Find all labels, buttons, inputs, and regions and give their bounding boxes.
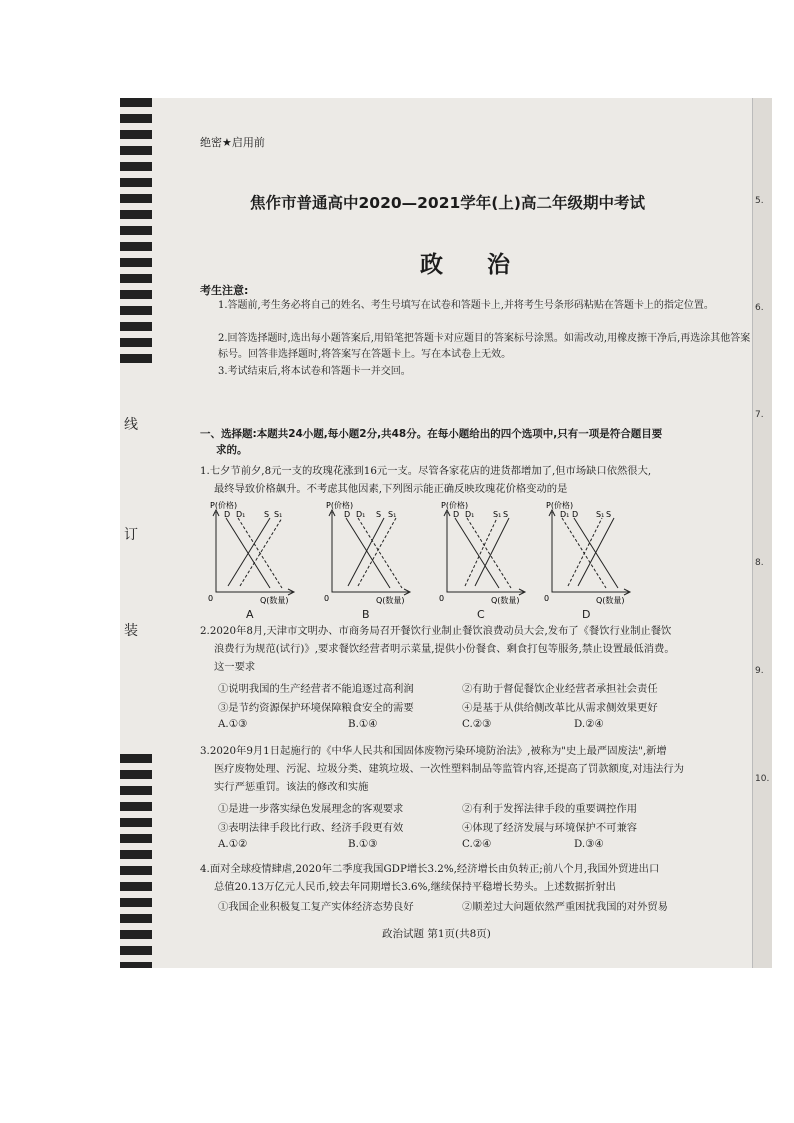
- question-3-line: 实行严惩重罚。该法的修改和实施: [214, 781, 369, 793]
- adjacent-question-number: 7.: [755, 410, 764, 420]
- curve-label: D₁: [560, 510, 570, 519]
- y-axis-label: P(价格): [441, 501, 469, 510]
- chart-svg: [439, 501, 535, 606]
- answer-option-b: B.①④: [348, 718, 378, 730]
- answer-option-a: A.①③: [218, 718, 248, 730]
- question-1-line: 1.七夕节前夕,8元一支的玫瑰花涨到16元一支。尽管各家花店的进货都增加了,但市场缺口依然很大,: [200, 465, 652, 477]
- adjacent-question-number: 10.: [755, 774, 770, 784]
- axis-lines: [552, 512, 630, 592]
- notice-item: 1.答题前,考生务必将自己的姓名、考生号填写在试卷和答题卡上,并将考生号条形码粘贴在答题卡上的指定位置。: [218, 300, 714, 311]
- binding-label-order: 订: [124, 527, 138, 543]
- x-axis-label: Q(数量): [596, 596, 625, 605]
- answer-option-b: B.①③: [348, 838, 378, 850]
- chart-option-label: D: [582, 608, 591, 621]
- chart-c: [439, 501, 535, 621]
- statement: ①是进一步落实绿色发展理念的客观要求: [218, 803, 404, 815]
- exam-page: [152, 98, 752, 968]
- binding-label-line: 线: [124, 417, 138, 433]
- chart-svg: [324, 501, 420, 606]
- answer-option-c: C.②④: [462, 838, 492, 850]
- chart-option-label: A: [246, 608, 254, 621]
- statement: ②顺差过大问题依然严重困扰我国的对外贸易: [462, 901, 668, 913]
- answer-option-c: C.②③: [462, 718, 492, 730]
- x-axis-label: Q(数量): [260, 596, 289, 605]
- statement: ③表明法律手段比行政、经济手段更有效: [218, 822, 404, 834]
- curve-2: [568, 518, 602, 586]
- chart-b: [324, 501, 420, 621]
- curve-label: D: [344, 510, 351, 519]
- page-footer: 政治试题 第1页(共8页): [382, 928, 491, 940]
- axis-arrows: [444, 510, 525, 595]
- curve-label: S: [264, 510, 270, 519]
- question-3-line: 3.2020年9月1日起施行的《中华人民共和国固体废物污染环境防治法》,被称为"史上最严固废法",新增: [200, 745, 667, 757]
- statement: ④体现了经济发展与环境保护不可兼容: [462, 822, 638, 834]
- curve-3: [240, 518, 282, 586]
- x-axis-label: Q(数量): [491, 596, 520, 605]
- confidential-mark: 绝密★启用前: [200, 136, 265, 149]
- binding-label-bind: 装: [124, 623, 138, 639]
- question-3-line: 医疗废物处理、污泥、垃圾分类、建筑垃圾、一次性塑料制品等监管内容,还提高了罚款额度,对违法行为: [214, 763, 684, 775]
- curve-label: S: [606, 510, 612, 519]
- answer-option-d: D.③④: [574, 838, 604, 850]
- adjacent-question-number: 9.: [755, 666, 764, 676]
- question-2-line: 浪费行为规范(试行)》,要求餐饮经营者明示菜量,提供小份餐食、剩食打包等服务,禁止设置最低消费。: [214, 643, 675, 655]
- curve-label: S₁: [388, 510, 397, 519]
- curve-2: [228, 518, 270, 586]
- curve-3: [475, 518, 509, 586]
- question-2-line: 2.2020年8月,天津市文明办、市商务局召开餐饮行业制止餐饮浪费动员大会,发布了《餐饮行业制止餐饮: [200, 625, 672, 637]
- curve-2: [348, 518, 384, 586]
- x-axis-label: Q(数量): [376, 596, 405, 605]
- curve-label: S₁: [596, 510, 605, 519]
- curve-label: D₁: [465, 510, 475, 519]
- axis-arrows: [549, 510, 630, 595]
- notice-label: 考生注意:: [200, 284, 249, 297]
- curve-label: S: [376, 510, 382, 519]
- curve-label: D: [224, 510, 231, 519]
- question-1-line: 最终导致价格飙升。不考虑其他因素,下列图示能正确反映玫瑰花价格变动的是: [214, 483, 568, 495]
- adjacent-page-edge: [752, 98, 772, 968]
- scanned-exam-photo: [120, 98, 772, 968]
- origin-label: 0: [208, 594, 214, 603]
- statement: ②有助于督促餐饮企业经营者承担社会责任: [462, 683, 658, 695]
- chart-a: [208, 501, 304, 621]
- chart-d: [544, 501, 640, 621]
- question-2-line: 这一要求: [214, 661, 256, 673]
- section-heading: 一、选择题:本题共24小题,每小题2分,共48分。在每小题给出的四个选项中,只有一项是符合题目要: [200, 428, 663, 440]
- notice-item: 2.回答选择题时,选出每小题答案后,用铅笔把答题卡对应题目的答案标号涂黑。如需改动,用橡皮擦干净后,再选涂其他答案标号。回答非选择题时,将答案写在答题卡上。写在本试卷上无效。: [218, 333, 751, 360]
- statement: ④是基于从供给侧改革比从需求侧效果更好: [462, 702, 658, 714]
- axis-arrows: [213, 510, 294, 595]
- exam-title: 焦作市普通高中2020—2021学年(上)高二年级期中考试: [250, 194, 645, 212]
- answer-option-d: D.②④: [574, 718, 604, 730]
- y-axis-label: P(价格): [210, 501, 238, 510]
- chart-svg: [208, 501, 304, 606]
- statement: ①说明我国的生产经营者不能追逐过高利润: [218, 683, 414, 695]
- curve-label: S₁: [493, 510, 502, 519]
- adjacent-question-number: 8.: [755, 558, 764, 568]
- curve-1: [467, 518, 511, 588]
- question-4-line: 4.面对全球疫情肆虐,2020年二季度我国GDP增长3.2%,经济增长由负转正;前八个月,我国外贸进出口: [200, 863, 660, 875]
- y-axis-label: P(价格): [546, 501, 574, 510]
- question-4-line: 总值20.13万亿元人民币,较去年同期增长3.6%,继续保持平稳增长势头。上述数据折射出: [214, 881, 616, 893]
- subject-title: 政 治: [420, 252, 529, 278]
- chart-option-label: C: [477, 608, 485, 621]
- origin-label: 0: [324, 594, 330, 603]
- section-heading-cont: 求的。: [216, 444, 248, 456]
- adjacent-question-number: 6.: [755, 303, 764, 313]
- axis-lines: [216, 512, 294, 592]
- curve-label: D₁: [356, 510, 366, 519]
- curve-label: S: [503, 510, 509, 519]
- answer-option-a: A.①②: [218, 838, 248, 850]
- statement: ③是节约资源保护环境保障粮食安全的需要: [218, 702, 414, 714]
- notice-item: 3.考试结束后,将本试卷和答题卡一并交回。: [218, 366, 411, 377]
- adjacent-question-number: 5.: [755, 196, 764, 206]
- chart-svg: [544, 501, 640, 606]
- curve-label: D₁: [236, 510, 246, 519]
- statement: ①我国企业积极复工复产实体经济态势良好: [218, 901, 414, 913]
- curve-label: D: [453, 510, 460, 519]
- curve-label: S₁: [274, 510, 283, 519]
- origin-label: 0: [439, 594, 445, 603]
- curve-label: D: [572, 510, 579, 519]
- chart-option-label: B: [362, 608, 370, 621]
- y-axis-label: P(价格): [326, 501, 354, 510]
- axis-lines: [332, 512, 410, 592]
- binding-margin: [120, 98, 152, 968]
- statement: ②有利于发挥法律手段的重要调控作用: [462, 803, 638, 815]
- origin-label: 0: [544, 594, 550, 603]
- curve-3: [358, 518, 396, 586]
- curve-0: [455, 518, 499, 588]
- curve-1: [358, 518, 402, 588]
